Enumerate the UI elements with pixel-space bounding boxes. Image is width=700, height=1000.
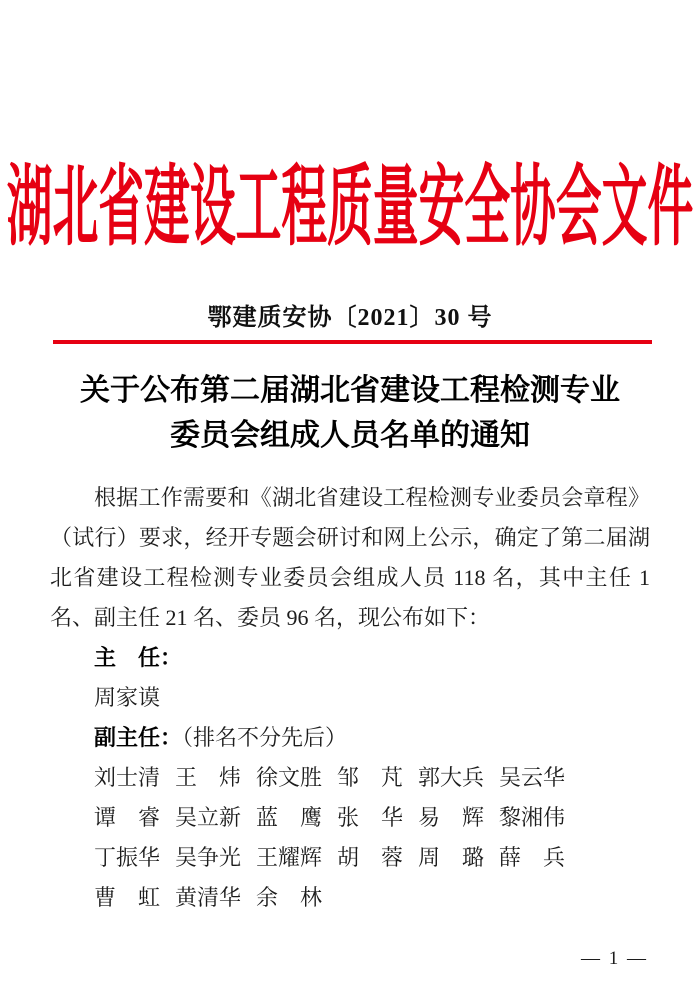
organization-title: 湖北省建设工程质量安全协会文件	[6, 160, 694, 257]
director-label: 主 任：	[94, 645, 183, 670]
deputy-director-name: 王 炜	[175, 765, 242, 790]
director-name: 周家谟	[94, 685, 161, 710]
deputy-director-name: 刘士清	[94, 765, 161, 790]
deputy-director-name: 周 璐	[418, 845, 485, 870]
deputy-director-note: （排名不分先后）	[182, 725, 348, 750]
notice-title	[0, 368, 700, 458]
document-body	[50, 478, 650, 918]
deputy-director-name: 吴立新	[175, 805, 242, 830]
red-divider-line	[53, 340, 652, 344]
notice-title-line2: 委员会组成人员名单的通知	[170, 419, 530, 452]
deputy-director-name: 胡 蓉	[337, 845, 404, 870]
notice-title-line1: 关于公布第二届湖北省建设工程检测专业	[80, 374, 620, 407]
deputy-director-name: 丁振华	[94, 845, 161, 870]
red-letterhead	[0, 160, 700, 258]
deputy-director-name-grid	[94, 758, 604, 918]
deputy-director-name: 谭 睿	[94, 805, 161, 830]
director-name-line	[50, 678, 650, 718]
deputy-director-label: 副主任：	[94, 725, 183, 750]
deputy-director-name: 黎湘伟	[499, 805, 566, 830]
deputy-director-name: 吴云华	[499, 765, 566, 790]
deputy-director-label-line	[50, 718, 650, 758]
deputy-director-name: 余 林	[256, 885, 323, 910]
deputy-director-name: 邹 芃	[337, 765, 404, 790]
deputy-director-name: 王耀辉	[256, 845, 323, 870]
deputy-director-name: 郭大兵	[418, 765, 485, 790]
deputy-director-name: 薛 兵	[499, 845, 566, 870]
deputy-director-name: 易 辉	[418, 805, 485, 830]
deputy-director-name: 黄清华	[175, 885, 242, 910]
deputy-director-name: 蓝 鹰	[256, 805, 323, 830]
deputy-director-name: 曹 虹	[94, 885, 161, 910]
deputy-director-name: 徐文胜	[256, 765, 323, 790]
director-label-line	[50, 638, 650, 678]
page-number: — 1 —	[581, 948, 648, 969]
intro-paragraph: 根据工作需要和《湖北省建设工程检测专业委员会章程》（试行）要求，经开专题会研讨和网上公示，确定了第二届湖北省建设工程检测专业委员会组成人员 118 名，其中主任 1 名、副主任 21 名、委员 96 名，现公布如下：	[50, 485, 650, 630]
deputy-director-name: 吴争光	[175, 845, 242, 870]
document-number: 鄂建质安协〔2021〕30 号	[207, 305, 493, 331]
deputy-director-name: 张 华	[337, 805, 404, 830]
